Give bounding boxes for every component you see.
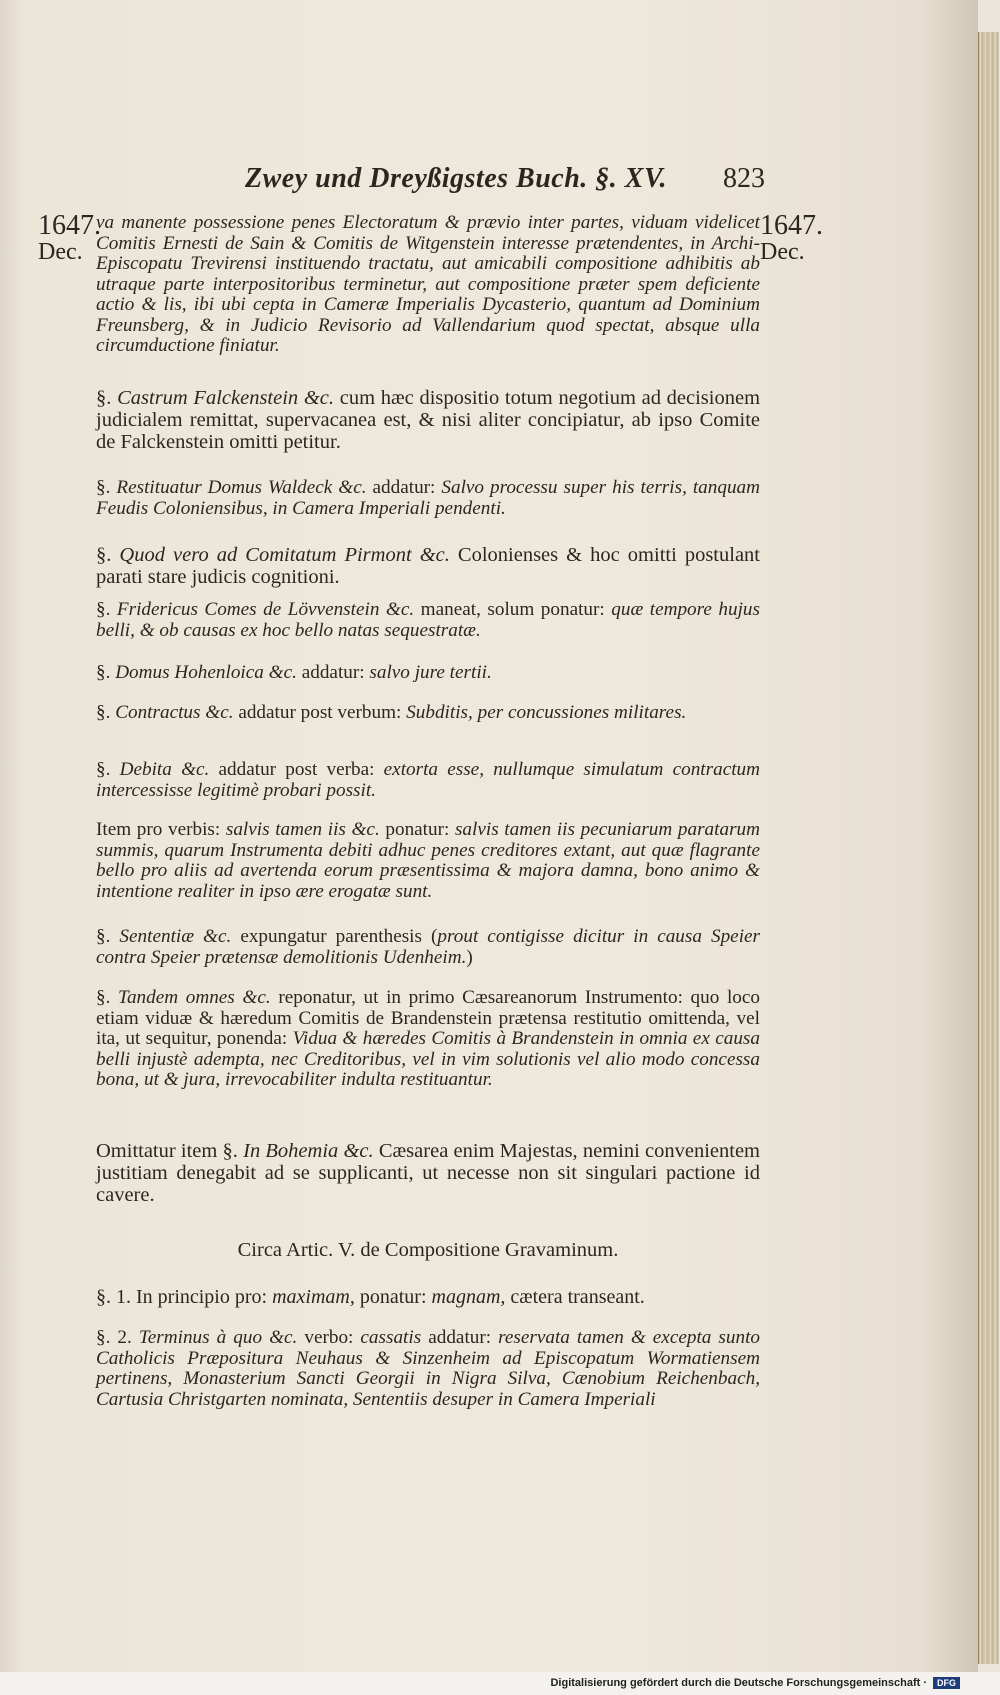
paragraph: §. Restituatur Domus Waldeck &c. addatur: Salvo processu super his terris, tanquam Feudis Coloniensibus, in Camera Imperiali pendenti. bbox=[96, 477, 761, 519]
margin-note-left bbox=[38, 210, 101, 265]
paragraph: §. 2. Terminus à quo &c. verbo: cassatis addatur: reservata tamen & excepta sunto Catholicis Præpositura Neuhaus & Sinzenheim ad Episcopatum Wormatiensem pertinens, Monasterium Sancti Georgii in Nigra Silva, Cænobium Reichenbach, Cartusia Christgarten nominata, Sententiis desuper in Camera Imperiali bbox=[96, 1327, 760, 1410]
page-edge bbox=[978, 32, 999, 1664]
dfg-logo: DFG bbox=[933, 1677, 960, 1689]
section-heading: Circa Artic. V. de Compositione Gravaminum. bbox=[237, 1239, 619, 1261]
paragraph: Omittatur item §. In Bohemia &c. Cæsarea enim Majestas, nemini convenientem justitiam denegabit ad se supplicanti, ut necesse non sit singulari pactione id cavere. bbox=[96, 1140, 760, 1206]
margin-year: 1647. bbox=[38, 210, 101, 241]
header-title: Zwey und Dreyßigstes Buch. §. XV. bbox=[245, 163, 668, 194]
footer bbox=[550, 1677, 960, 1689]
paragraph: Item pro verbis: salvis tamen iis &c. ponatur: salvis tamen iis pecuniarum paratarum summis, quarum Instrumenta debiti adhuc penes creditores extant, aut quæ flagrante bello pro aliis ad avertenda eorum præsentissima & majora damna, bono animo & intentione realiter in ipso ære erogatæ sunt. bbox=[96, 819, 760, 902]
paragraph: §. Castrum Falckenstein &c. cum hæc dispositio totum negotium ad decisionem judicialem remittat, supervacanea est, & nisi aliter concipiatur, ab ipso Comite de Falckenstein omitti petitur. bbox=[96, 387, 761, 453]
paragraph: §. Quod vero ad Comitatum Pirmont &c. Colonienses & hoc omitti postulant parati stare judicis cognitioni. bbox=[96, 544, 760, 588]
paragraph: va manente possessione penes Electoratum & prævio inter partes, viduam videlicet Comitis Ernesti de Sain & Comitis de Witgenstein interesse prætendentes, in Archi-Episcopatu Trevirensi instituendo tractatu, aut amicabili compositione adhibitis ab utraque parte interpositoribus terminetur, aut compositione præter spem deficiente actio & lis, ibi ubi cepta in Cameræ Imperialis Dycasterio, quantum ad Dominium Freunsberg, & in Judicio Revisorio ad Vallendarium quod spectat, absque ulla circumductione finiatur. bbox=[96, 212, 760, 356]
margin-year: 1647. bbox=[760, 210, 823, 241]
page-number: 823 bbox=[723, 163, 765, 194]
margin-month: Dec. bbox=[760, 239, 805, 265]
margin-note-right bbox=[760, 210, 823, 265]
paragraph: §. Fridericus Comes de Lövvenstein &c. maneat, solum ponatur: quæ tempore hujus belli, & ob causas ex hoc bello natas sequestratæ. bbox=[96, 599, 760, 641]
paragraph: §. Debita &c. addatur post verba: extorta esse, nullumque simulatum contractum intercessisse legitimè probari possit. bbox=[96, 759, 761, 801]
paragraph: §. Contractus &c. addatur post verbum: Subditis, per concussiones militares. bbox=[96, 702, 687, 723]
paragraph: §. 1. In principio pro: maximam, ponatur: magnam, cætera transeant. bbox=[96, 1286, 645, 1308]
paragraph: §. Tandem omnes &c. reponatur, ut in primo Cæsareanorum Instrumento: quo loco etiam viduæ & hæredum Comitis de Brandenstein prætensa restitutio omittenda, vel ita, ut sequitur, ponenda: Vidua & hæredes Comitis à Brandenstein in omnia ex causa belli injustè adempta, nec Creditoribus, vel in vim solutionis vel alio modo concessa bona, ut & jura, irrevocabiliter indulta restituantur. bbox=[96, 987, 761, 1090]
paragraph: §. Domus Hohenloica &c. addatur: salvo jure tertii. bbox=[96, 662, 492, 683]
margin-month: Dec. bbox=[38, 239, 83, 265]
paragraph: §. Sententiæ &c. expungatur parenthesis (prout contigisse dicitur in causa Speier contra Speier prætensæ demolitionis Udenheim.) bbox=[96, 926, 761, 968]
footer-credit: Digitalisierung gefördert durch die Deutsche Forschungsgemeinschaft · bbox=[550, 1677, 927, 1689]
running-header bbox=[245, 163, 765, 199]
